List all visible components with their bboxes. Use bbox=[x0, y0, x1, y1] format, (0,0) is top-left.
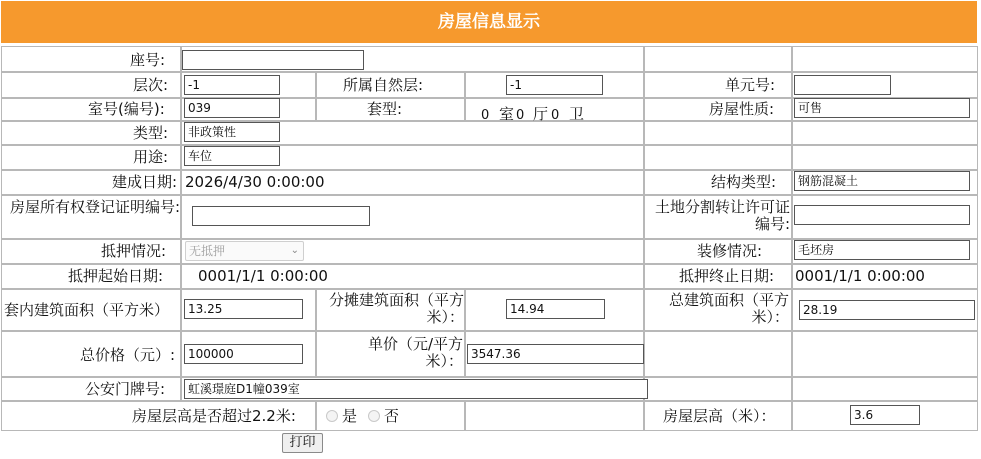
room-no-input[interactable]: 039 bbox=[184, 98, 280, 118]
ownership-cert-label: 房屋所有权登记证明编号: bbox=[9, 198, 180, 216]
layout-baths-value: 0 bbox=[551, 108, 560, 123]
floor-input[interactable]: -1 bbox=[184, 75, 280, 95]
total-area-label: 总建筑面积（平方米）： bbox=[668, 291, 789, 326]
height-over-yes-label: 是 bbox=[342, 407, 358, 425]
structure-input[interactable]: 钢筋混凝土 bbox=[794, 171, 970, 191]
address-label: 公安门牌号: bbox=[85, 380, 166, 398]
natural-floor-input[interactable]: -1 bbox=[506, 75, 603, 95]
floor-height-input[interactable]: 3.6 bbox=[850, 405, 920, 425]
layout-rooms-value: 0 bbox=[481, 108, 490, 123]
layout-halls-unit: 厅 bbox=[533, 105, 549, 123]
row-usage-empty-cell bbox=[792, 145, 978, 170]
row-type-empty-cell bbox=[644, 121, 792, 145]
nature-input[interactable]: 可售 bbox=[794, 98, 970, 118]
unit-no-input[interactable] bbox=[794, 75, 891, 95]
mortgage-start-label: 抵押起始日期: bbox=[68, 267, 164, 285]
height-over-label: 房屋层高是否超过2.2米: bbox=[132, 407, 296, 425]
chevron-down-icon: ⌄ bbox=[290, 245, 299, 256]
row-price-empty-cell bbox=[644, 331, 792, 377]
unit-price-label: 单价（元/平方米）： bbox=[367, 335, 463, 370]
mortgage-select-value: 无抵押 bbox=[189, 244, 226, 258]
type-input[interactable]: 非政策性 bbox=[184, 122, 280, 142]
row-usage-empty-cell bbox=[644, 145, 792, 170]
shared-area-label: 分摊建筑面积（平方米）： bbox=[328, 291, 464, 326]
seat-no-label: 座号: bbox=[130, 51, 166, 69]
total-price-label: 总价格（元）: bbox=[80, 346, 176, 364]
floor-height-label: 房屋层高（米）： bbox=[663, 407, 776, 425]
height-over-yes-radio[interactable] bbox=[326, 410, 338, 422]
mortgage-start-value: 0001/1/1 0:00:00 bbox=[198, 267, 328, 285]
room-no-label: 室号(编号): bbox=[88, 100, 165, 118]
layout-baths-unit: 卫 bbox=[569, 105, 585, 123]
height-over-no-radio[interactable] bbox=[368, 410, 380, 422]
print-button[interactable]: 打印 bbox=[282, 433, 323, 453]
floor-label: 层次: bbox=[133, 76, 169, 94]
build-date-label: 建成日期: bbox=[112, 173, 178, 191]
mortgage-end-label: 抵押终止日期: bbox=[679, 267, 775, 285]
page-title: 房屋信息显示 bbox=[1, 1, 977, 43]
build-date-value: 2026/4/30 0:00:00 bbox=[185, 173, 325, 191]
total-price-input[interactable]: 100000 bbox=[184, 344, 303, 364]
unit-price-input[interactable]: 3547.36 bbox=[467, 344, 644, 364]
usage-label: 用途: bbox=[133, 148, 169, 166]
height-over-no-label: 否 bbox=[384, 407, 400, 425]
natural-floor-label: 所属自然层: bbox=[343, 76, 424, 94]
mortgage-select[interactable] bbox=[185, 241, 304, 261]
mortgage-end-value: 0001/1/1 0:00:00 bbox=[795, 267, 925, 285]
seat-no-input[interactable] bbox=[182, 50, 364, 70]
shared-area-input[interactable]: 14.94 bbox=[506, 299, 605, 319]
layout-halls-value: 0 bbox=[516, 108, 525, 123]
inner-area-label: 套内建筑面积（平方米） bbox=[4, 301, 170, 319]
row-seat-empty-cell bbox=[644, 46, 792, 72]
row-price-empty-cell bbox=[792, 331, 978, 377]
inner-area-input[interactable]: 13.25 bbox=[184, 299, 303, 319]
decoration-input[interactable]: 毛坯房 bbox=[794, 240, 970, 260]
layout-label: 套型: bbox=[367, 100, 403, 118]
land-permit-input[interactable] bbox=[794, 205, 970, 225]
structure-label: 结构类型: bbox=[711, 173, 777, 191]
address-input[interactable]: 虹溪璟庭D1幢039室 bbox=[184, 379, 648, 399]
land-permit-label: 土地分割转让许可证编号: bbox=[654, 198, 790, 233]
row-address-empty-cell bbox=[792, 377, 978, 401]
row-seat-empty-cell bbox=[792, 46, 978, 72]
row-height-empty-cell bbox=[465, 401, 644, 431]
row-address-empty-cell bbox=[644, 377, 792, 401]
ownership-cert-input[interactable] bbox=[192, 206, 370, 226]
type-label: 类型: bbox=[133, 124, 169, 142]
layout-rooms-unit: 室 bbox=[499, 105, 515, 123]
nature-label: 房屋性质: bbox=[709, 100, 775, 118]
total-area-input[interactable]: 28.19 bbox=[799, 300, 975, 320]
unit-no-label: 单元号: bbox=[725, 76, 776, 94]
decoration-label: 装修情况: bbox=[697, 242, 763, 260]
mortgage-label: 抵押情况: bbox=[101, 242, 167, 260]
usage-input[interactable]: 车位 bbox=[184, 146, 280, 166]
row-type-empty-cell bbox=[792, 121, 978, 145]
